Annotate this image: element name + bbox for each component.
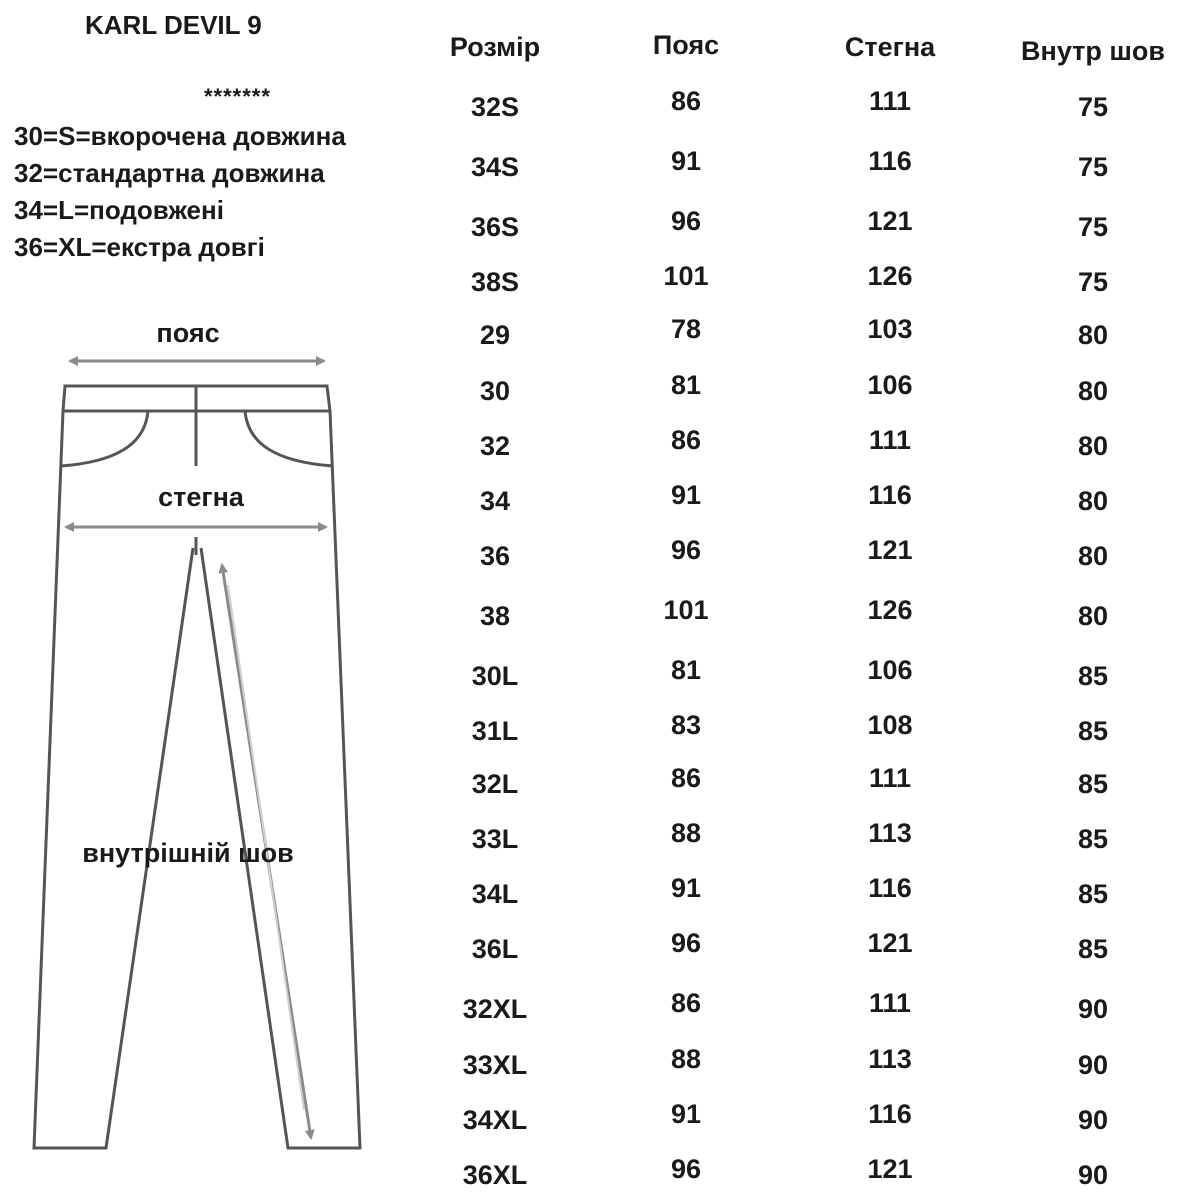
table-cell: 80 (1077, 320, 1109, 350)
pants-diagram (0, 0, 400, 1200)
chart-title: KARL DEVIL 9 (85, 10, 262, 40)
legend-line: 32=стандартна довжина (14, 158, 325, 188)
table-cell: 75 (1077, 212, 1109, 242)
separator: ******* (204, 84, 271, 109)
table-cell: 38 (479, 601, 511, 631)
table-cell: 96 (670, 928, 702, 958)
table-cell: 81 (670, 655, 702, 685)
table-cell: 121 (867, 1154, 913, 1184)
table-cell: 34L (471, 879, 519, 909)
table-cell: 36S (470, 212, 520, 242)
table-cell: 85 (1077, 934, 1109, 964)
table-cell: 34 (479, 486, 511, 516)
table-cell: 86 (670, 425, 702, 455)
table-cell: 86 (670, 988, 702, 1018)
table-cell: 90 (1077, 994, 1109, 1024)
table-cell: 86 (670, 763, 702, 793)
table-cell: 90 (1077, 1050, 1109, 1080)
table-cell: 85 (1077, 769, 1109, 799)
table-cell: 85 (1077, 879, 1109, 909)
table-cell: 90 (1077, 1105, 1109, 1135)
table-cell: 88 (670, 818, 702, 848)
table-cell: 80 (1077, 601, 1109, 631)
table-cell: 86 (670, 86, 702, 116)
table-cell: 96 (670, 535, 702, 565)
table-cell: 32 (479, 431, 511, 461)
table-cell: 106 (867, 655, 913, 685)
table-cell: 80 (1077, 431, 1109, 461)
table-cell: 121 (867, 206, 913, 236)
table-cell: 126 (867, 595, 913, 625)
table-cell: 34XL (462, 1105, 528, 1135)
table-cell: 91 (670, 146, 702, 176)
table-cell: 33L (471, 824, 519, 854)
legend-line: 34=L=подовжені (14, 195, 224, 225)
left-pocket (61, 411, 148, 466)
table-cell: 38S (470, 267, 520, 297)
table-cell: 78 (670, 314, 702, 344)
waist-label: пояс (156, 318, 220, 348)
table-cell: 75 (1077, 92, 1109, 122)
table-cell: 116 (868, 146, 912, 176)
legend-line: 36=XL=екстра довгі (14, 232, 265, 262)
table-cell: 36XL (462, 1160, 528, 1190)
header-inseam: Внутр шов (1021, 36, 1165, 66)
table-cell: 75 (1077, 152, 1109, 182)
table-cell: 106 (867, 370, 913, 400)
table-cell: 36L (471, 934, 519, 964)
legend-line: 30=S=вкорочена довжина (14, 121, 346, 151)
table-cell: 126 (867, 261, 913, 291)
table-cell: 33XL (462, 1050, 528, 1080)
table-cell: 101 (663, 261, 709, 291)
table-cell: 30 (479, 376, 511, 406)
table-cell: 116 (868, 873, 912, 903)
table-cell: 30L (471, 661, 519, 691)
table-cell: 103 (867, 314, 913, 344)
table-cell: 85 (1077, 716, 1109, 746)
table-cell: 91 (670, 873, 702, 903)
table-cell: 75 (1077, 267, 1109, 297)
table-cell: 83 (670, 710, 702, 740)
table-cell: 31L (471, 716, 519, 746)
table-cell: 113 (868, 818, 912, 848)
table-cell: 85 (1077, 661, 1109, 691)
left-leg-outline (34, 411, 193, 1148)
table-cell: 36 (479, 541, 511, 571)
table-cell: 34S (470, 152, 520, 182)
table-cell: 81 (670, 370, 702, 400)
header-hips: Стегна (844, 32, 936, 62)
table-cell: 96 (670, 1154, 702, 1184)
hips-label: стегна (158, 482, 244, 512)
table-cell: 80 (1077, 541, 1109, 571)
table-cell: 90 (1077, 1160, 1109, 1190)
table-cell: 111 (868, 425, 912, 455)
table-cell: 111 (868, 86, 912, 116)
table-cell: 111 (868, 763, 912, 793)
table-cell: 113 (868, 1044, 912, 1074)
header-size: Розмір (449, 32, 541, 62)
table-cell: 96 (670, 206, 702, 236)
right-leg-outline (201, 411, 360, 1148)
inseam-label: внутрішній шов (82, 838, 294, 868)
table-cell: 80 (1077, 486, 1109, 516)
table-cell: 91 (670, 1099, 702, 1129)
table-cell: 32XL (462, 994, 528, 1024)
table-cell: 121 (867, 535, 913, 565)
right-pocket (245, 411, 333, 466)
table-cell: 108 (867, 710, 913, 740)
table-cell: 32S (470, 92, 520, 122)
header-waist: Пояс (652, 30, 720, 60)
table-cell: 101 (663, 595, 709, 625)
table-cell: 116 (868, 480, 912, 510)
table-cell: 121 (867, 928, 913, 958)
table-cell: 91 (670, 480, 702, 510)
table-cell: 111 (868, 988, 912, 1018)
table-cell: 80 (1077, 376, 1109, 406)
table-cell: 29 (479, 320, 511, 350)
table-cell: 85 (1077, 824, 1109, 854)
table-cell: 32L (471, 769, 519, 799)
table-cell: 88 (670, 1044, 702, 1074)
table-cell: 116 (868, 1099, 912, 1129)
